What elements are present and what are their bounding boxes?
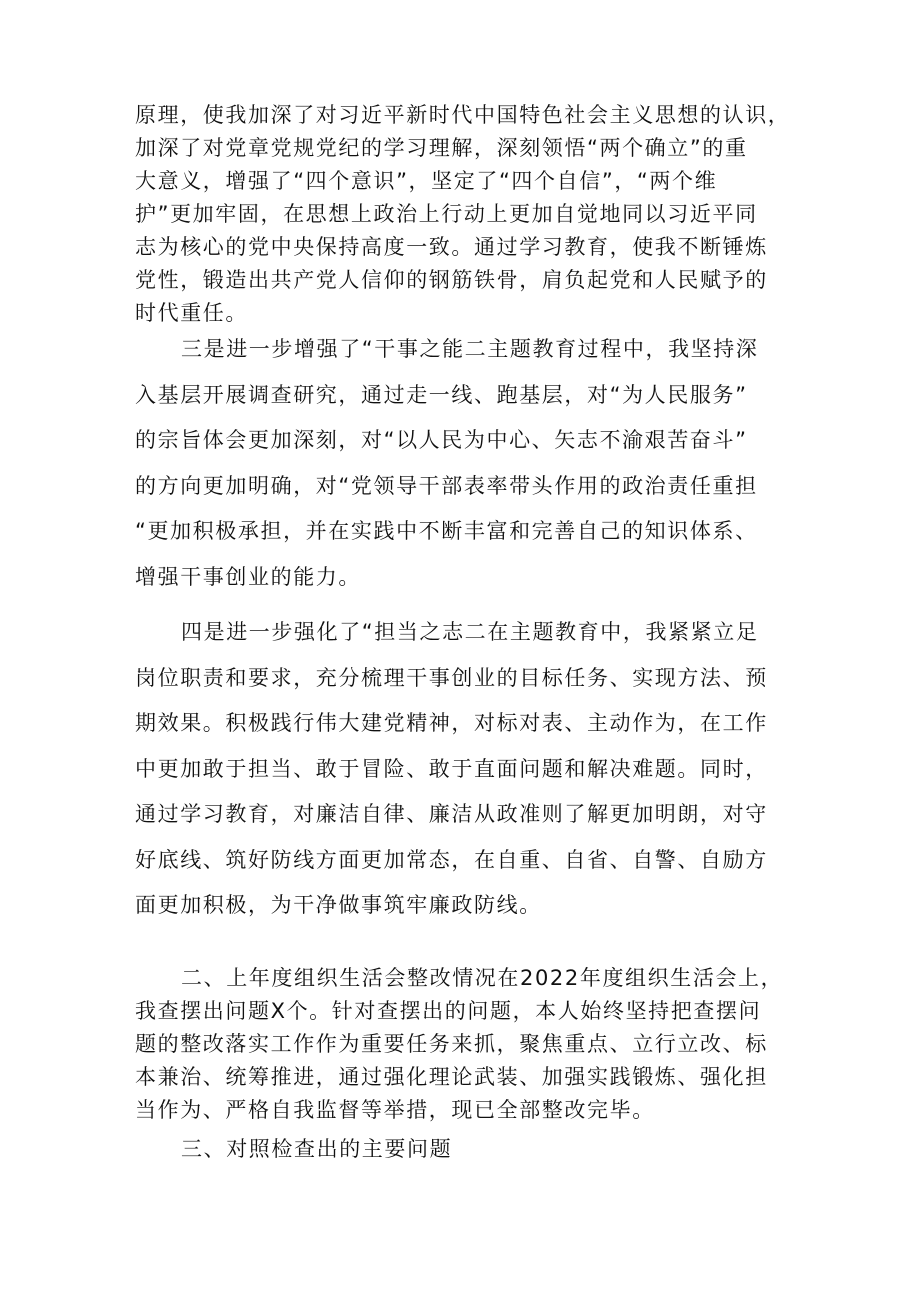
- section-heading-main-problems: [135, 1133, 795, 1166]
- text-line: 通过学习教育，对廉洁自律、廉洁从政准则了解更加明朗，对守: [135, 802, 768, 826]
- text-line: 面更加积极，为干净做事筑牢廉政防线。: [135, 893, 542, 917]
- text-line: 好底线、筑好防线方面更加常态，在自重、自省、自警、自励方: [135, 847, 768, 872]
- text-line: 原理，使我加深了对习近平新时代中国特色社会主义思想的认识，: [135, 103, 791, 127]
- text-line: 二、上年度组织生活会整改情况在2022年度组织生活会上，: [181, 966, 784, 990]
- text-line: 的方向更加明确，对“党领导干部表率带头作用的政治责任重担: [135, 473, 758, 498]
- text-line: 我查摆出问题X个。针对查摆出的问题，本人始终坚持把查摆问: [135, 999, 762, 1023]
- text-line: 增强干事创业的能力。: [135, 564, 361, 589]
- text-line: 题的整改落实工作作为重要任务来抓，聚焦重点、立行立改、标: [135, 1032, 768, 1056]
- text-line: 四是进一步强化了“担当之志二在主题教育中，我紧紧立足: [181, 620, 759, 644]
- section-heading: 三、对照检查出的主要问题: [181, 1137, 453, 1161]
- text-line: 三是进一步增强了“干事之能二主题教育过程中，我坚持深: [181, 337, 759, 361]
- text-line: 党性，锻造出共产党人信仰的钢筋铁骨，肩负起党和人民赋予的: [135, 268, 768, 292]
- text-line: 大意义，增强了“四个意识”，坚定了“四个自信”，“两个维: [135, 169, 718, 193]
- text-line: 当作为、严格自我监督等举措，现已全部整改完毕。: [135, 1098, 655, 1122]
- text-line: 志为核心的党中央保持高度一致。通过学习教育，使我不断锤炼: [135, 235, 768, 259]
- text-line: 的宗旨体会更加深刻，对“以人民为中心、矢志不渝艰苦奋斗”: [135, 428, 748, 452]
- text-line: 本兼治、统筹推进，通过强化理论武装、加强实践锻炼、强化担: [135, 1065, 768, 1089]
- text-line: “更加积极承担，并在实践中不断丰富和完善自己的知识体系、: [135, 519, 758, 543]
- text-line: 加深了对党章党规党纪的学习理解，深刻领悟“两个确立”的重: [135, 136, 748, 160]
- paragraph-ability: [135, 327, 795, 600]
- text-line: 中更加敢于担当、敢于冒险、敢于直面问题和解决难题。同时，: [135, 756, 768, 781]
- text-line: 岗位职责和要求，充分梳理干事创业的目标任务、实现方法、预: [135, 665, 768, 690]
- paragraph-party-theory: [135, 99, 795, 330]
- text-line: 入基层开展调查研究，通过走一线、跑基层，对“为人民服务”: [135, 382, 748, 407]
- paragraph-rectification: [135, 962, 795, 1127]
- text-line: 护”更加牢固，在思想上政治上行动上更加自觉地同以习近平同: [135, 202, 758, 226]
- text-line: 时代重任。: [135, 301, 248, 325]
- text-line: 期效果。积极践行伟大建党精神，对标对表、主动作为，在工作: [135, 711, 768, 735]
- paragraph-responsibility: [135, 610, 795, 929]
